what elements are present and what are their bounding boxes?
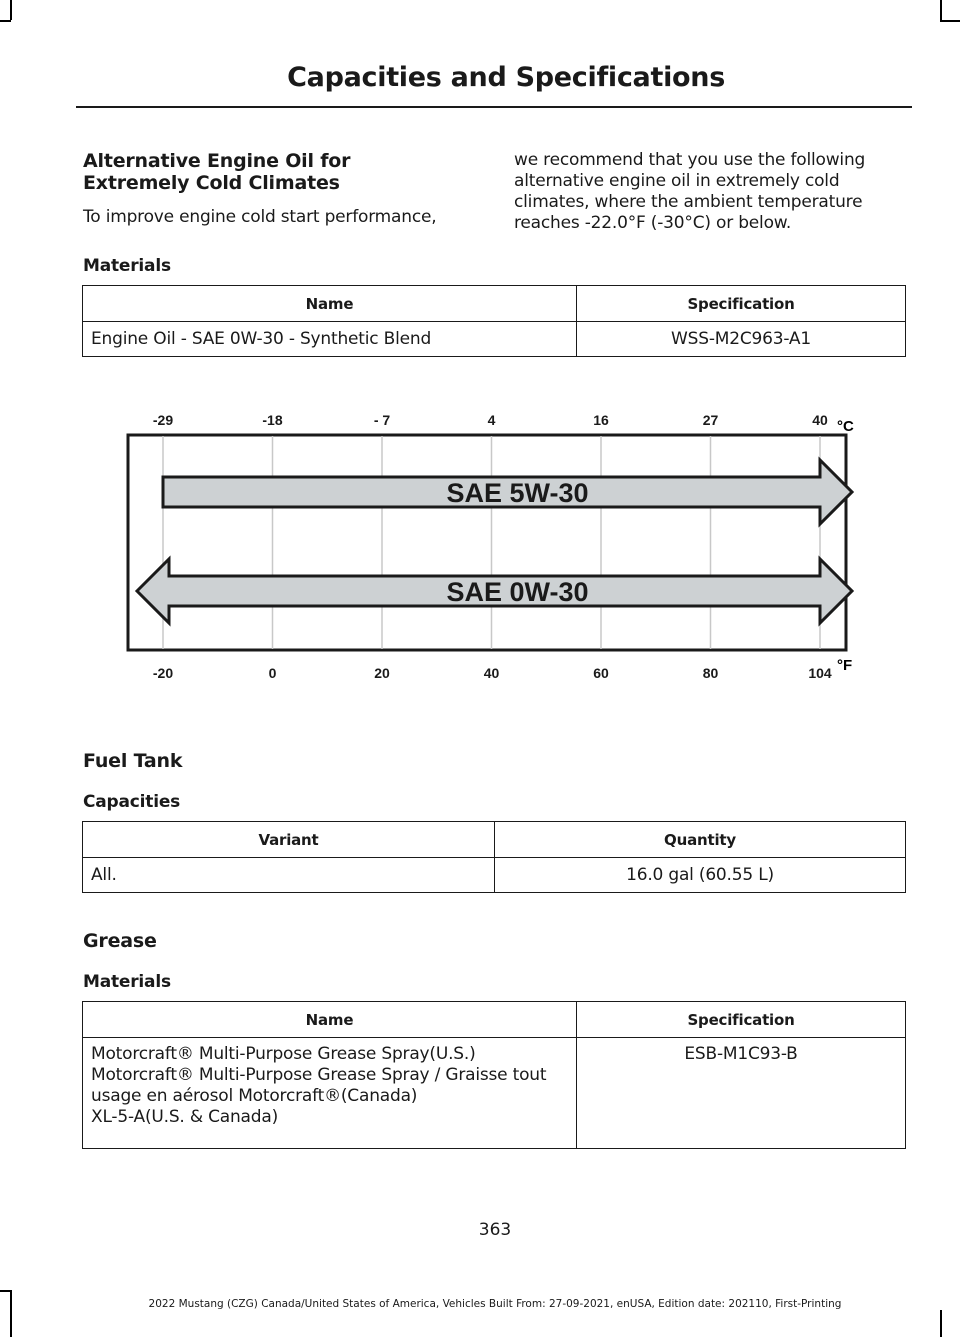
edition-footer: 2022 Mustang (CZG) Canada/United States of America, Vehicles Built From: 27-09-2021, enUSA, Edition date: 202110, First-Printing xyxy=(148,1298,842,1310)
fuel-capacities-table xyxy=(82,821,906,893)
fahrenheit-unit-label: °F xyxy=(837,657,853,674)
page-number: 363 xyxy=(478,1220,512,1240)
celsius-tick-label: 27 xyxy=(702,412,719,428)
table-header-row xyxy=(83,822,906,858)
celsius-tick-label: 4 xyxy=(487,412,496,428)
oil-intro-left: To improve engine cold start performance, xyxy=(83,207,437,227)
grease-materials-label: Materials xyxy=(83,972,171,992)
fahrenheit-tick-label: 80 xyxy=(702,665,719,681)
column-header-name: Name xyxy=(83,1002,577,1038)
grease-spec-cell: ESB-M1C93-B xyxy=(577,1038,906,1149)
column-header-specification: Specification xyxy=(577,1002,906,1038)
column-header-quantity: Quantity xyxy=(495,822,906,858)
fahrenheit-tick-label: -20 xyxy=(152,665,174,681)
table-row xyxy=(83,322,906,357)
fuel-quantity-cell: 16.0 gal (60.55 L) xyxy=(495,858,906,893)
grease-name-line: Motorcraft® Multi-Purpose Grease Spray(U.S.) xyxy=(91,1044,476,1064)
oil-intro-right: we recommend that you use the following alternative engine oil in extremely cold climates, where the ambient temperature reaches -22.0°F (-30°C) or below. xyxy=(514,150,866,233)
fahrenheit-tick-label: 20 xyxy=(374,665,390,681)
crop-mark xyxy=(10,0,12,20)
table-row xyxy=(83,1038,906,1149)
oil-materials-table xyxy=(82,285,906,357)
oil-spec-cell: WSS-M2C963-A1 xyxy=(577,322,906,357)
fahrenheit-tick-label: 104 xyxy=(808,665,832,681)
fahrenheit-tick-label: 0 xyxy=(268,665,277,681)
oil-name-cell: Engine Oil - SAE 0W-30 - Synthetic Blend xyxy=(83,322,577,357)
grease-section-heading: Grease xyxy=(83,930,157,952)
oil-section-heading: Alternative Engine Oil for Extremely Cold Climates xyxy=(83,150,351,194)
fahrenheit-tick-label: 40 xyxy=(483,665,500,681)
table-header-row xyxy=(83,1002,906,1038)
fuel-variant-cell: All. xyxy=(83,858,495,893)
oil-viscosity-temperature-chart xyxy=(110,400,870,700)
column-header-specification: Specification xyxy=(577,286,906,322)
header-divider xyxy=(76,106,912,108)
crop-mark xyxy=(0,20,11,22)
chart-frame xyxy=(128,435,846,650)
fuel-section-heading: Fuel Tank xyxy=(83,750,183,772)
viscosity-grade-label: SAE 5W-30 xyxy=(446,478,589,508)
crop-mark xyxy=(0,1290,11,1292)
fahrenheit-tick-label: 60 xyxy=(593,665,609,681)
grease-materials-table xyxy=(82,1001,906,1149)
viscosity-grade-label: SAE 0W-30 xyxy=(446,577,589,607)
page-title: Capacities and Specifications xyxy=(287,62,725,93)
celsius-tick-label: - 7 xyxy=(373,412,391,428)
table-row xyxy=(83,858,906,893)
crop-mark xyxy=(940,20,960,22)
fuel-capacities-label: Capacities xyxy=(83,792,181,812)
crop-mark xyxy=(940,1310,942,1337)
column-header-variant: Variant xyxy=(83,822,495,858)
oil-materials-label: Materials xyxy=(83,256,171,276)
table-header-row xyxy=(83,286,906,322)
grease-name-cell xyxy=(83,1038,577,1149)
celsius-tick-label: 16 xyxy=(593,412,609,428)
celsius-unit-label: °C xyxy=(837,418,854,435)
grease-name-line: XL-5-A(U.S. & Canada) xyxy=(91,1107,279,1127)
column-header-name: Name xyxy=(83,286,577,322)
celsius-tick-label: -29 xyxy=(152,412,174,428)
grease-name-line: Motorcraft® Multi-Purpose Grease Spray / Graisse tout usage en aérosol Motorcraft®(Canada) xyxy=(91,1065,547,1106)
celsius-tick-label: 40 xyxy=(812,412,828,428)
crop-mark xyxy=(940,0,942,20)
celsius-tick-label: -18 xyxy=(262,412,283,428)
